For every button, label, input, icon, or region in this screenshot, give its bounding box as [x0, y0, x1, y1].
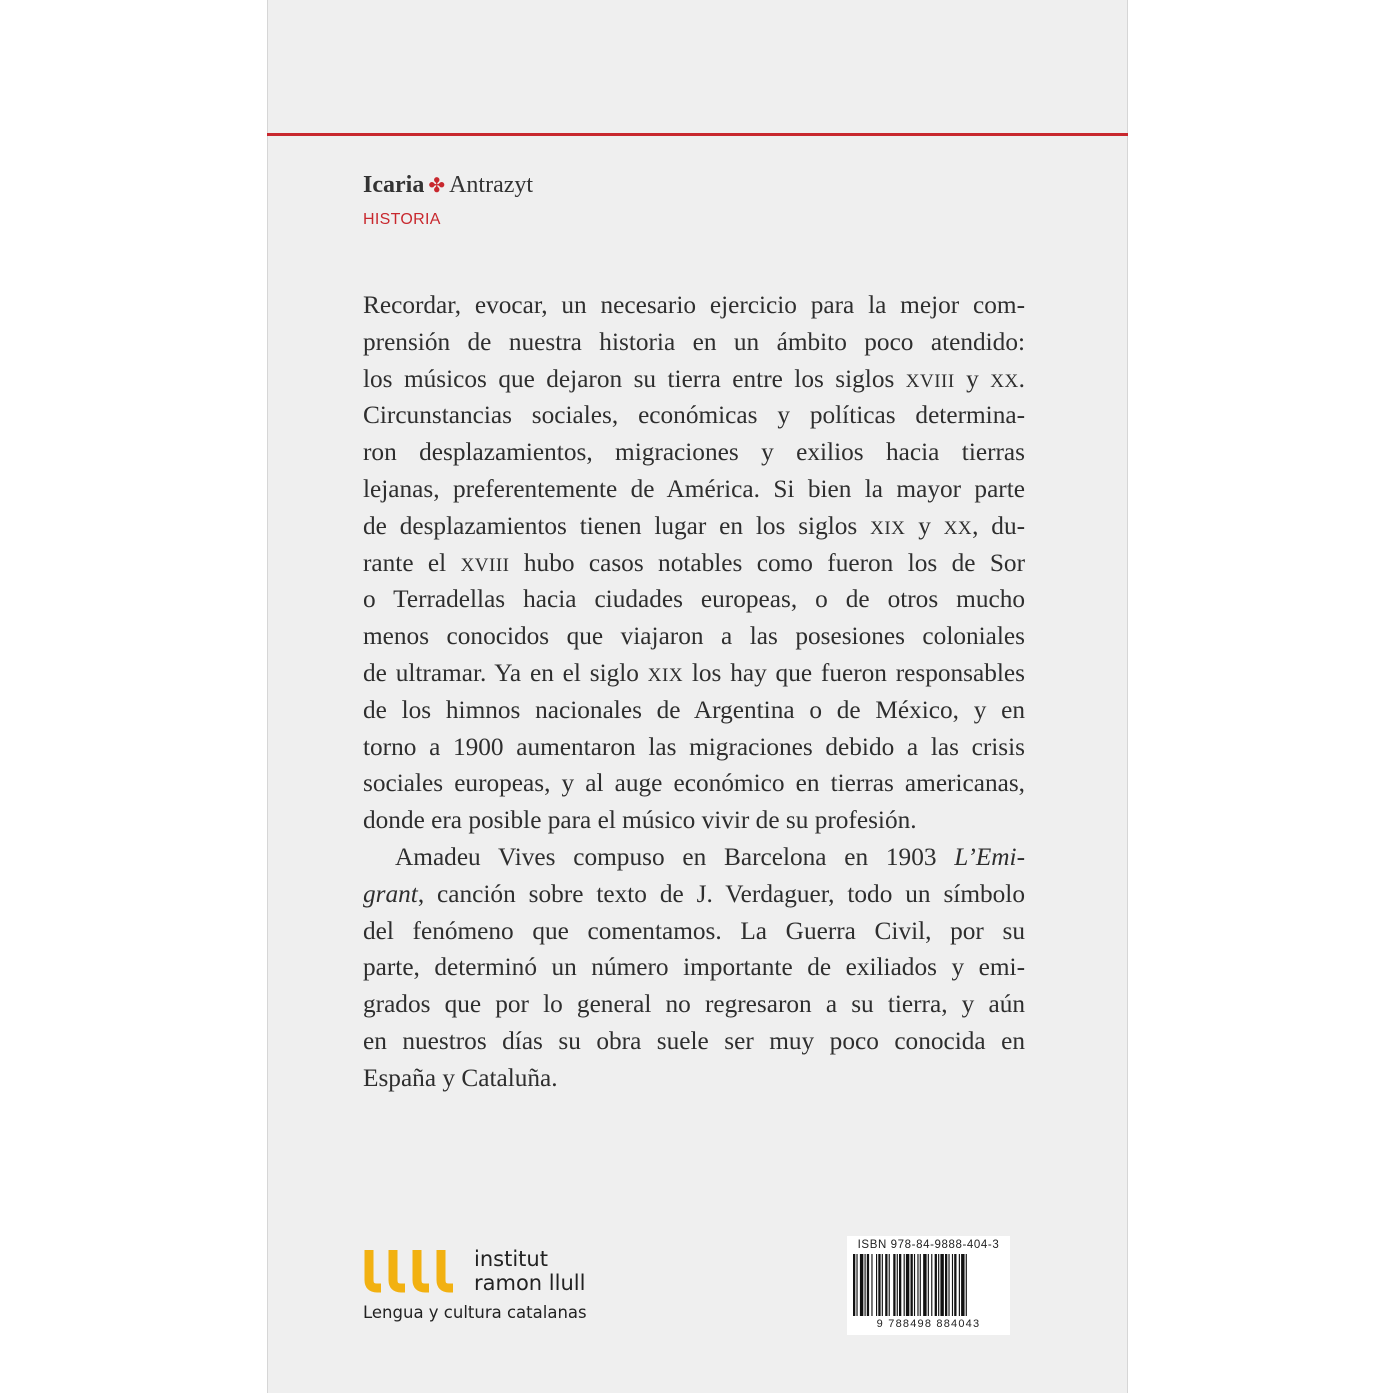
publisher-name: Icaria — [363, 172, 425, 198]
blurb-line — [363, 361, 1025, 398]
blurb-line — [363, 581, 1025, 618]
century-numeral: XX — [943, 517, 973, 539]
isbn-label: ISBN 978-84-9888-404-3 — [857, 1239, 1000, 1251]
blurb-text-run: Amadeu Vives compuso en Barcelona en 1903 — [395, 842, 955, 871]
work-title: L’Emi- — [954, 842, 1025, 871]
publisher-line — [363, 172, 533, 199]
institute-name-line1: institut — [474, 1247, 548, 1271]
red-rule — [267, 133, 1128, 136]
blurb-line — [363, 397, 1025, 434]
century-numeral: XIX — [647, 664, 684, 686]
blurb-line — [363, 324, 1025, 361]
blurb-line — [363, 618, 1025, 655]
blurb-text-run: en nuestros días su obra suele ser muy poco conocida en — [363, 1026, 1025, 1055]
blurb-line — [363, 471, 1025, 508]
blurb-line — [363, 802, 1025, 839]
blurb-text-run: de ultramar. Ya en el siglo — [363, 658, 648, 687]
century-numeral: XIX — [870, 517, 906, 539]
blurb-text-run: , canción sobre texto de J. Verdaguer, todo un símbolo — [417, 879, 1025, 908]
institute-name-line2: ramon llull — [474, 1271, 586, 1295]
blurb-text-run: los hay que fueron responsables — [683, 658, 1025, 687]
blurb-paragraph-1 — [363, 287, 1025, 839]
work-title: grant — [363, 879, 418, 908]
blurb-line — [363, 692, 1025, 729]
blurb-text-run: . — [1018, 364, 1025, 393]
institute-tagline: Lengua y cultura catalanas — [363, 1303, 587, 1322]
blurb-line — [363, 1060, 1025, 1097]
blurb-text-run: lejanas, preferentemente de América. Si bien la mayor parte — [363, 474, 1025, 503]
blurb-text — [363, 287, 1025, 1097]
century-numeral: XVIII — [460, 554, 510, 576]
blurb-line — [363, 1023, 1025, 1060]
blurb-text-run: y — [954, 364, 991, 393]
century-numeral: XX — [990, 370, 1019, 392]
blurb-text-run: de desplazamientos tienen lugar en los siglos — [363, 511, 871, 540]
blurb-text-run: de los himnos nacionales de Argentina o de México, y en — [363, 695, 1025, 724]
blurb-text-run: España y Cataluña. — [363, 1063, 558, 1092]
blurb-text-run: los músicos que dejaron su tierra entre los siglos — [363, 364, 906, 393]
blurb-line — [363, 508, 1025, 545]
blurb-text-run: menos conocidos que viajaron a las posesiones coloniales — [363, 622, 1025, 651]
blurb-text-run: ron desplazamientos, migraciones y exilios hacia tierras — [363, 438, 1025, 467]
blurb-text-run: torno a 1900 aumentaron las migraciones debido a las crisis — [363, 732, 1025, 761]
isbn-barcode-box — [847, 1236, 1010, 1335]
imprint-name: Antrazyt — [449, 172, 534, 198]
blurb-text-run: , du- — [972, 511, 1026, 540]
blurb-line — [363, 765, 1025, 802]
blurb-line — [363, 545, 1025, 582]
institut-ramon-llull-logo — [363, 1246, 463, 1296]
blurb-text-run: Recordar, evocar, un necesario ejercicio para la mejor com- — [363, 291, 1025, 319]
blurb-line — [363, 655, 1025, 692]
blurb-text-run: sociales europeas, y al auge económico en tierras americanas, — [363, 769, 1025, 798]
blurb-text-run: o Terradellas hacia ciudades europeas, o de otros mucho — [363, 585, 1025, 614]
publisher-logo-icon: ✤ — [428, 175, 446, 197]
blurb-text-run: parte, determinó un número importante de exiliados y emi- — [363, 953, 1025, 982]
blurb-text-run: prensión de nuestra historia en un ámbito poco atendido: — [363, 327, 1025, 356]
blurb-text-run: rante el — [363, 548, 461, 577]
blurb-line — [363, 839, 1025, 876]
blurb-line — [363, 986, 1025, 1023]
institute-name — [474, 1247, 585, 1295]
blurb-text-run: hubo casos notables como fueron los de Sor — [509, 548, 1025, 577]
blurb-line — [363, 876, 1025, 913]
blurb-line — [363, 913, 1025, 950]
blurb-line — [363, 729, 1025, 766]
blurb-text-run: Circunstancias sociales, económicas y políticas determina- — [363, 401, 1025, 430]
blurb-text-run: y — [905, 511, 944, 540]
century-numeral: XVIII — [905, 370, 955, 392]
blurb-text-run: grados que por lo general no regresaron a su tierra, y aún — [363, 990, 1025, 1019]
blurb-paragraph-2 — [363, 839, 1025, 1097]
blurb-line — [363, 287, 1025, 324]
collection-label: HISTORIA — [363, 211, 441, 228]
barcode-digits: 9 788498 884043 — [876, 1318, 981, 1330]
blurb-text-run: del fenómeno que comentamos. La Guerra Civil, por su — [363, 916, 1025, 945]
barcode-icon — [853, 1254, 1004, 1316]
blurb-text-run: donde era posible para el músico vivir de su profesión. — [363, 806, 917, 835]
blurb-line — [363, 434, 1025, 471]
blurb-line — [363, 949, 1025, 986]
llll-logo-mark-icon — [369, 1250, 453, 1288]
